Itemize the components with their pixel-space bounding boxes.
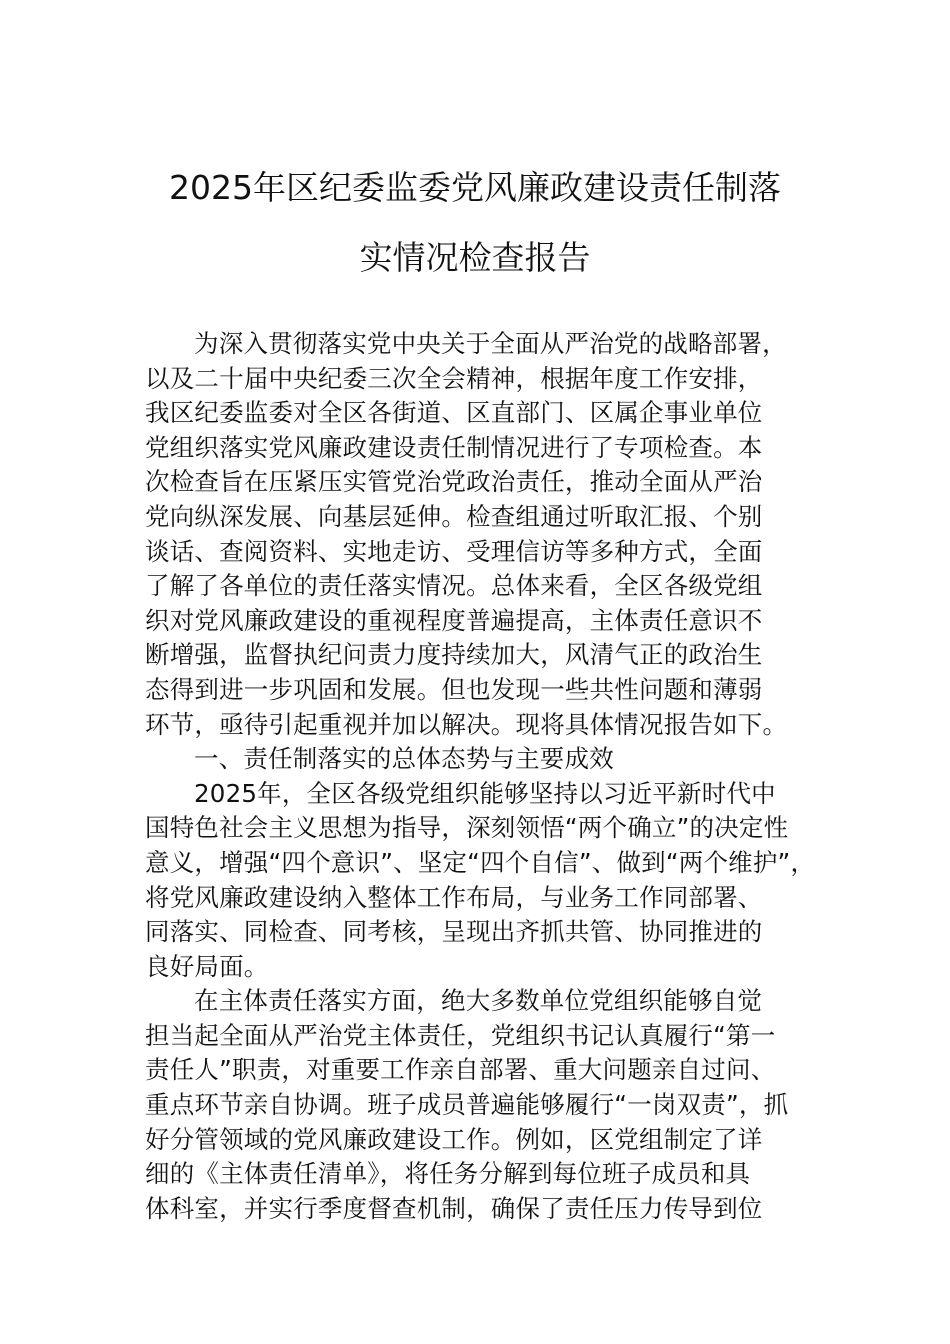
body-line: 担当起全面从严治党主体责任，党组织书记认真履行“第一 [145,1020,776,1050]
body-line: 党组织落实党风廉政建设责任制情况进行了专项检查。本 [145,432,763,462]
body-line: 2025年，全区各级党组织能够坚持以习近平新时代中 [194,778,776,808]
body-line: 党向纵深发展、向基层延伸。检查组通过听取汇报、个别 [145,501,763,531]
body-line: 以及二十届中央纪委三次全会精神，根据年度工作安排， [145,363,763,393]
body-line: 国特色社会主义思想为指导，深刻领悟“两个确立”的决定性 [145,813,789,843]
body-line: 次检查旨在压紧压实管党治党政治责任，推动全面从严治 [145,467,763,497]
body-line: 好分管领域的党风廉政建设工作。例如，区党组制定了详 [145,1124,763,1154]
body-line: 意义，增强“四个意识”、坚定“四个自信”、做到“两个维护”， [145,847,816,877]
body-line: 谈话、查阅资料、实地走访、受理信访等多种方式，全面 [145,536,763,566]
body-line: 同落实、同检查、同考核，呈现出齐抓共管、协同推进的 [145,917,763,947]
body-line: 织对党风廉政建设的重视程度普遍提高，主体责任意识不 [145,605,763,635]
body-line: 环节，亟待引起重视并加以解决。现将具体情况报告如下。 [145,709,788,739]
body-line: 为深入贯彻落实党中央关于全面从严治党的战略部署， [194,329,787,358]
body-line: 在主体责任落实方面，绝大多数单位党组织能够自觉 [194,986,763,1016]
body-line: 重点环节亲自协调。班子成员普遍能够履行“一岗双责”，抓 [145,1090,789,1120]
document-body [145,327,845,1226]
body-line: 将党风廉政建设纳入整体工作布局，与业务工作同部署、 [145,882,763,912]
body-line: 了解了各单位的责任落实情况。总体来看，全区各级党组 [145,571,763,601]
body-line: 良好局面。 [145,951,269,981]
body-line: 责任人”职责，对重要工作亲自部署、重大问题亲自过问、 [145,1055,776,1085]
body-line: 断增强，监督执纪问责力度持续加大，风清气正的政治生 [145,640,763,670]
body-line: 细的《主体责任清单》，将任务分解到每位班子成员和具 [145,1159,751,1189]
body-line: 态得到进一步巩固和发展。但也发现一些共性问题和薄弱 [145,674,763,704]
body-line: 体科室，并实行季度督查机制，确保了责任压力传导到位 [145,1193,763,1223]
document-title-line-1: 2025年区纪委监委党风廉政建设责任制落 [169,168,781,207]
document-title-line-2: 实情况检查报告 [359,238,591,277]
body-line: 我区纪委监委对全区各街道、区直部门、区属企事业单位 [145,398,763,428]
section-heading: 一、责任制落实的总体态势与主要成效 [194,744,614,774]
